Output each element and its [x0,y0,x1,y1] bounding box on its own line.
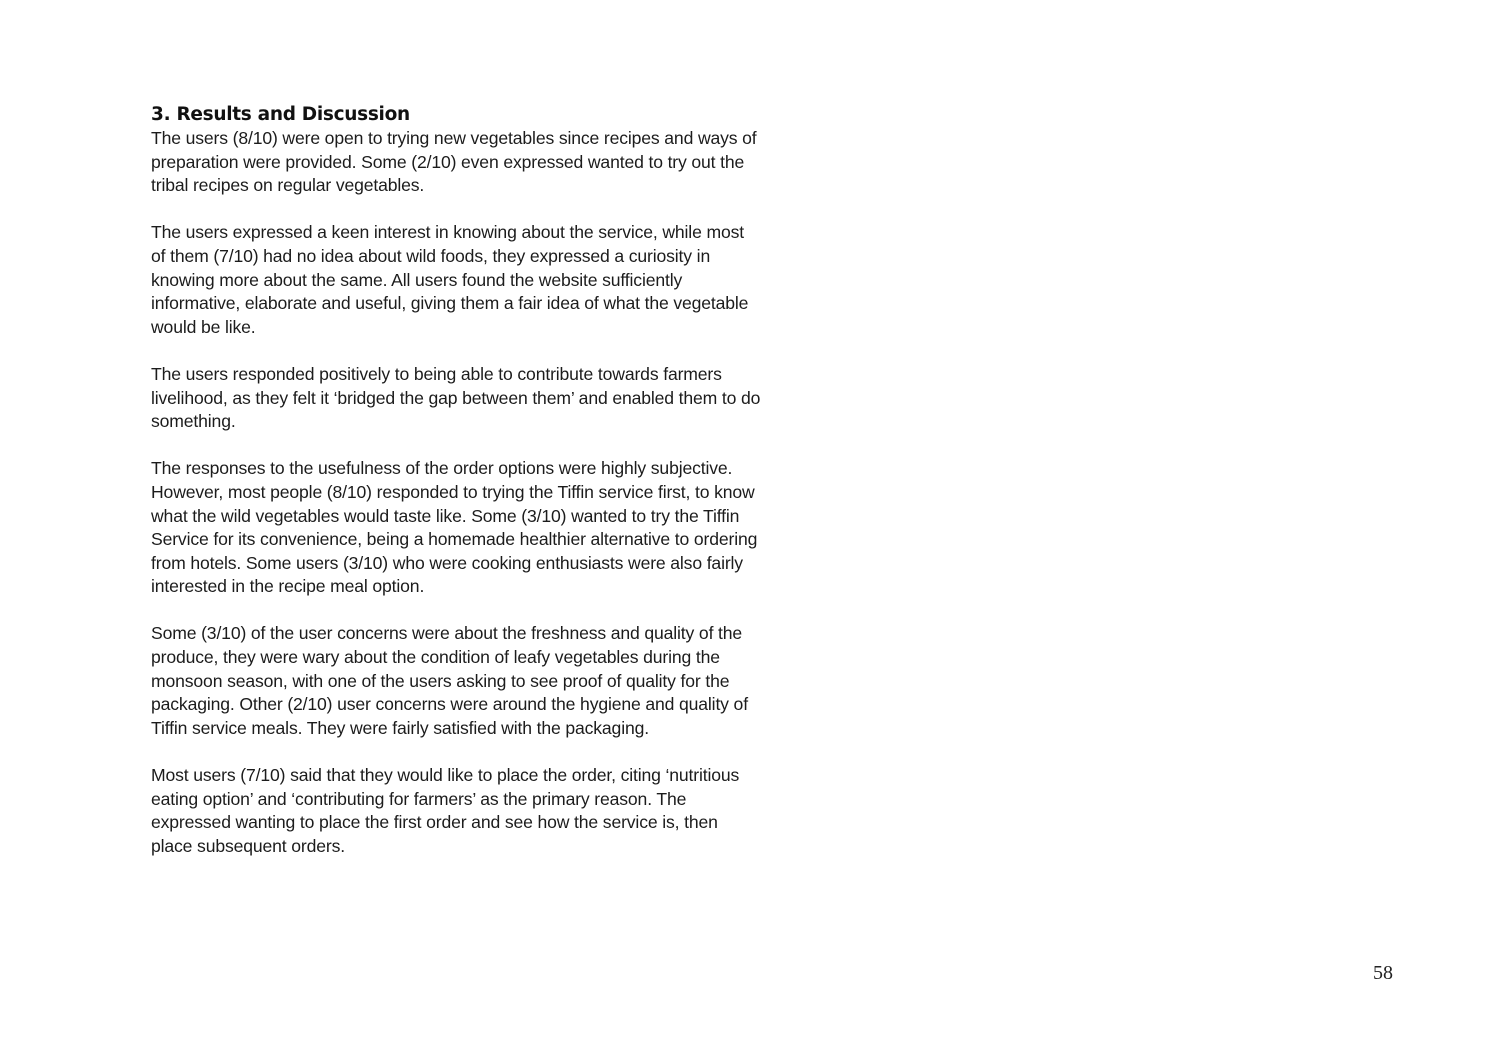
paragraph-farmers: The users responded positively to being able to contribute towards farmers livelihood, as they felt it ‘bridged the gap between them’ and enabled them to do something. [151,363,761,432]
page-number: 58 [1373,962,1393,984]
paragraph-order-options: The responses to the usefulness of the order options were highly subjective. However, most people (8/10) responded to trying the Tiffin service first, to know what the wild vegetables would taste like. Some (3/10) wanted to try the Tiffin Service for its convenience, being a homemade healthier alternative to ordering from hotels. Some users (3/10) who were cooking enthusiasts were also fairly interested in the recipe meal option. [151,458,758,597]
results-discussion-section [151,103,761,858]
section-heading: 3. Results and Discussion [151,104,410,125]
paragraph-interest: The users expressed a keen interest in knowing about the service, while most of them (7/10) had no idea about wild foods, they expressed a curiosity in knowing more about the same. All users found the website sufficiently informative, elaborate and useful, giving them a fair idea of what the vegetable would be like. [151,222,749,337]
paragraph-openness: The users (8/10) were open to trying new vegetables since recipes and ways of preparation were provided. Some (2/10) even expressed wanted to try out the tribal recipes on regular vegetables. [151,128,757,196]
paragraph-ordering-intent: Most users (7/10) said that they would like to place the order, citing ‘nutritious eating option’ and ‘contributing for farmers’ as the primary reason. The expressed wanting to place the first order and see how the service is, then place subsequent orders. [151,765,740,856]
paragraph-concerns: Some (3/10) of the user concerns were about the freshness and quality of the produce, they were wary about the condition of leafy vegetables during the monsoon season, with one of the users asking to see proof of quality for the packaging. Other (2/10) user concerns were around the hygiene and quality of Tiffin service meals. They were fairly satisfied with the packaging. [151,623,748,738]
